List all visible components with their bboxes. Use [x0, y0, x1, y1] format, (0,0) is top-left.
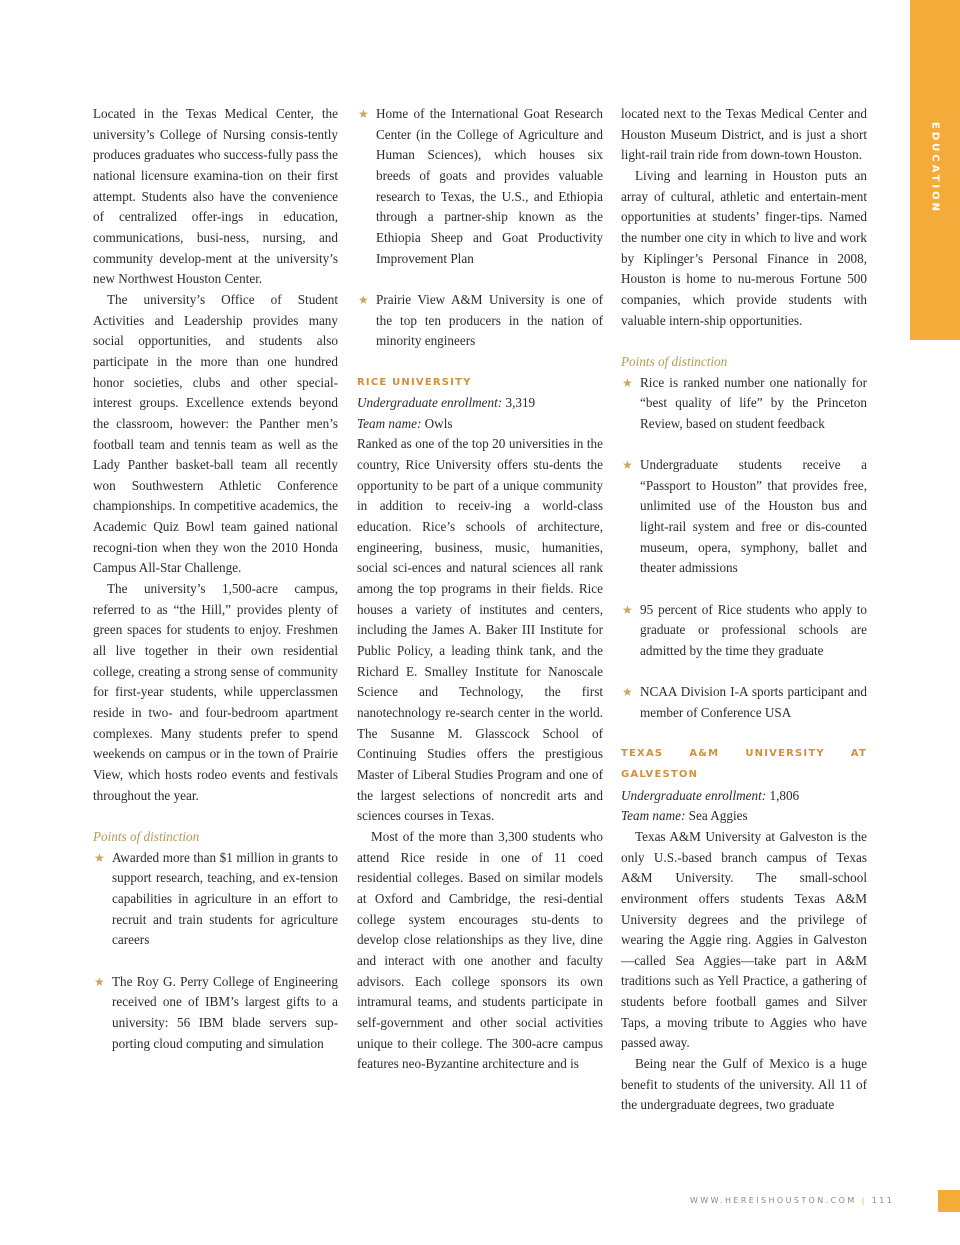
- star-bullet-icon: ★: [358, 107, 369, 121]
- star-bullet-icon: ★: [94, 974, 105, 989]
- paragraph: Located in the Texas Medical Center, the university’s College of Nursing consis-tently produces graduates who success-fully pass the national licensure examina-tion on their first attempt. Students also have the convenience of centralized offer-ings in education, communications, busi-ness, nursing, and community develop-ment at the university’s new Northwest Houston Center.: [93, 106, 338, 287]
- section-heading-rice: RICE UNIVERSITY: [357, 376, 472, 388]
- paragraph: Ranked as one of the top 20 universities in the country, Rice University offers stu-dents the opportunity to be part of a unique community in addition to receiv-ing a world-class education. Rice’s schools of architecture, engineering, business, music, humanities, social sci-ences and natural sciences all rank among the top programs in their fields. Rice houses a variety of institutes and centers, including the James A. Baker III Institute for Public Policy, a leading think tank, and the Richard E. Smalley Institute for Nanoscale Science and Technology, the first nanotechnology re-search center in the world. The Susanne M. Glasscock School of Continuing Studies offers the prestigious Master of Liberal Studies Program and one of the largest selections of noncredit arts and sciences courses in Texas.: [357, 436, 603, 824]
- paragraph: Living and learning in Houston puts an array of cultural, athletic and entertain-ment opportunities at students’ finger-tips. Named the number one city in which to live and work by Kiplinger’s Personal Finance in 2008, Houston is home to nu-merous Fortune 500 companies, which provide students with valuable intern-ship opportunities.: [621, 167, 867, 328]
- column-2: [357, 104, 603, 1075]
- page-corner-block: [938, 1190, 960, 1212]
- points-of-distinction-heading: Points of distinction: [93, 828, 200, 844]
- paragraph: Most of the more than 3,300 students who attend Rice reside in one of 11 coed residential colleges. Based on similar models at Oxford and Cambridge, the resi-dential college system encourages stu-dents to develop close relationships as they live, dine and interact with one another and faculty advisors. Each college sponsors its own intramural teams, and students participate in self-government and other social activities unique to their college. The 300-acre campus features neo-Byzantine architecture and is: [357, 828, 603, 1072]
- enrollment-line: Undergraduate enrollment: 1,806: [621, 787, 800, 803]
- list-item: ★ 95 percent of Rice students who apply to graduate or professional schools are admitted by the time they graduate: [622, 601, 867, 659]
- star-bullet-icon: ★: [94, 850, 105, 865]
- page-number: 111: [871, 1196, 895, 1205]
- list-item: ★ Undergraduate students receive a “Passport to Houston” that provides free, unlimited use of the Houston bus and light-rail system and free or dis-counted museum, opera, symphony, ballet and theater admissions: [622, 457, 867, 576]
- star-bullet-icon: ★: [358, 292, 369, 307]
- list-item: ★ Home of the International Goat Research Center (in the College of Agriculture and Human Sciences), which houses six breeds of goats and provides valuable research to Texas, the U.S., and Ethiopia through a partner-ship known as the Ethiopia Sheep and Goat Productivity Improvement Plan: [358, 106, 603, 266]
- footer-separator: |: [861, 1196, 867, 1205]
- list-item: ★ Rice is ranked number one nationally for “best quality of life” by the Princeton Review, based on student feedback: [622, 374, 867, 431]
- column-1: [93, 104, 338, 1054]
- paragraph: The university’s 1,500-acre campus, referred to as “the Hill,” provides plenty of green spaces for students to enjoy. Freshmen all live together in their own residential college, creating a strong sense of community for first-year students, while upperclassmen reside in two- and four-bedroom apartment complexes. Many students prefer to spend weekends on campus or in the town of Prairie View, which hosts rodeo events and festivals throughout the year.: [93, 581, 338, 803]
- team-name-line: Team name: Owls: [357, 415, 453, 431]
- list-item: ★ The Roy G. Perry College of Engineering received one of IBM’s largest gifts to a university: 56 IBM blade servers sup-porting cloud computing and simulation: [94, 973, 338, 1051]
- page-footer: [690, 1196, 894, 1205]
- star-bullet-icon: ★: [622, 375, 633, 390]
- paragraph: The university’s Office of Student Activities and Leadership provides many social opportunities, and students also participate in the more than one hundred honor societies, clubs and other special-interest groups. Excellence extends beyond the classroom, however: the Panther men’s football team and tennis team as well as the Lady Panther basket-ball team all recently won Southwestern Athletic Conference championships. In competitive academics, the Academic Quiz Bowl team gained national recogni-tion when they won the 2010 Honda Campus All-Star Challenge.: [93, 291, 338, 576]
- list-item: ★ Prairie View A&M University is one of the top ten producers in the nation of minority engineers: [358, 291, 603, 349]
- star-bullet-icon: ★: [622, 685, 633, 700]
- paragraph: Being near the Gulf of Mexico is a huge benefit to students of the university. All 11 of the undergraduate degrees, two graduate: [621, 1056, 867, 1113]
- footer-url: WWW.HEREISHOUSTON.COM: [690, 1196, 857, 1205]
- section-tab-label: EDUCATION: [929, 122, 941, 214]
- list-item: ★ Awarded more than $1 million in grants to support research, teaching, and ex-tension capabilities in agriculture in an effort to recruit and train students for agriculture careers: [94, 849, 338, 948]
- points-of-distinction-heading: Points of distinction: [621, 353, 728, 369]
- star-bullet-icon: ★: [622, 602, 633, 617]
- paragraph: located next to the Texas Medical Center and Houston Museum District, and is just a short light-rail train ride from down-town Houston.: [621, 106, 867, 163]
- section-heading-tamug: TEXAS A&M UNIVERSITY AT GALVESTON: [621, 748, 867, 780]
- list-item: ★ NCAA Division I-A sports participant and member of Conference USA: [622, 684, 867, 720]
- team-name-line: Team name: Sea Aggies: [621, 808, 748, 824]
- paragraph: Texas A&M University at Galveston is the only U.S.-based branch campus of Texas A&M University. The small-school environment offers students Texas A&M University degrees and the privilege of wearing the Aggie ring. Aggies in Galveston—called Sea Aggies—take part in A&M traditions such as Yell Practice, a gathering of students before football games and Silver Taps, a moving tribute to Aggies who have passed away.: [621, 828, 867, 1051]
- column-3: [621, 104, 867, 1116]
- enrollment-line: Undergraduate enrollment: 3,319: [357, 395, 536, 411]
- star-bullet-icon: ★: [622, 458, 633, 473]
